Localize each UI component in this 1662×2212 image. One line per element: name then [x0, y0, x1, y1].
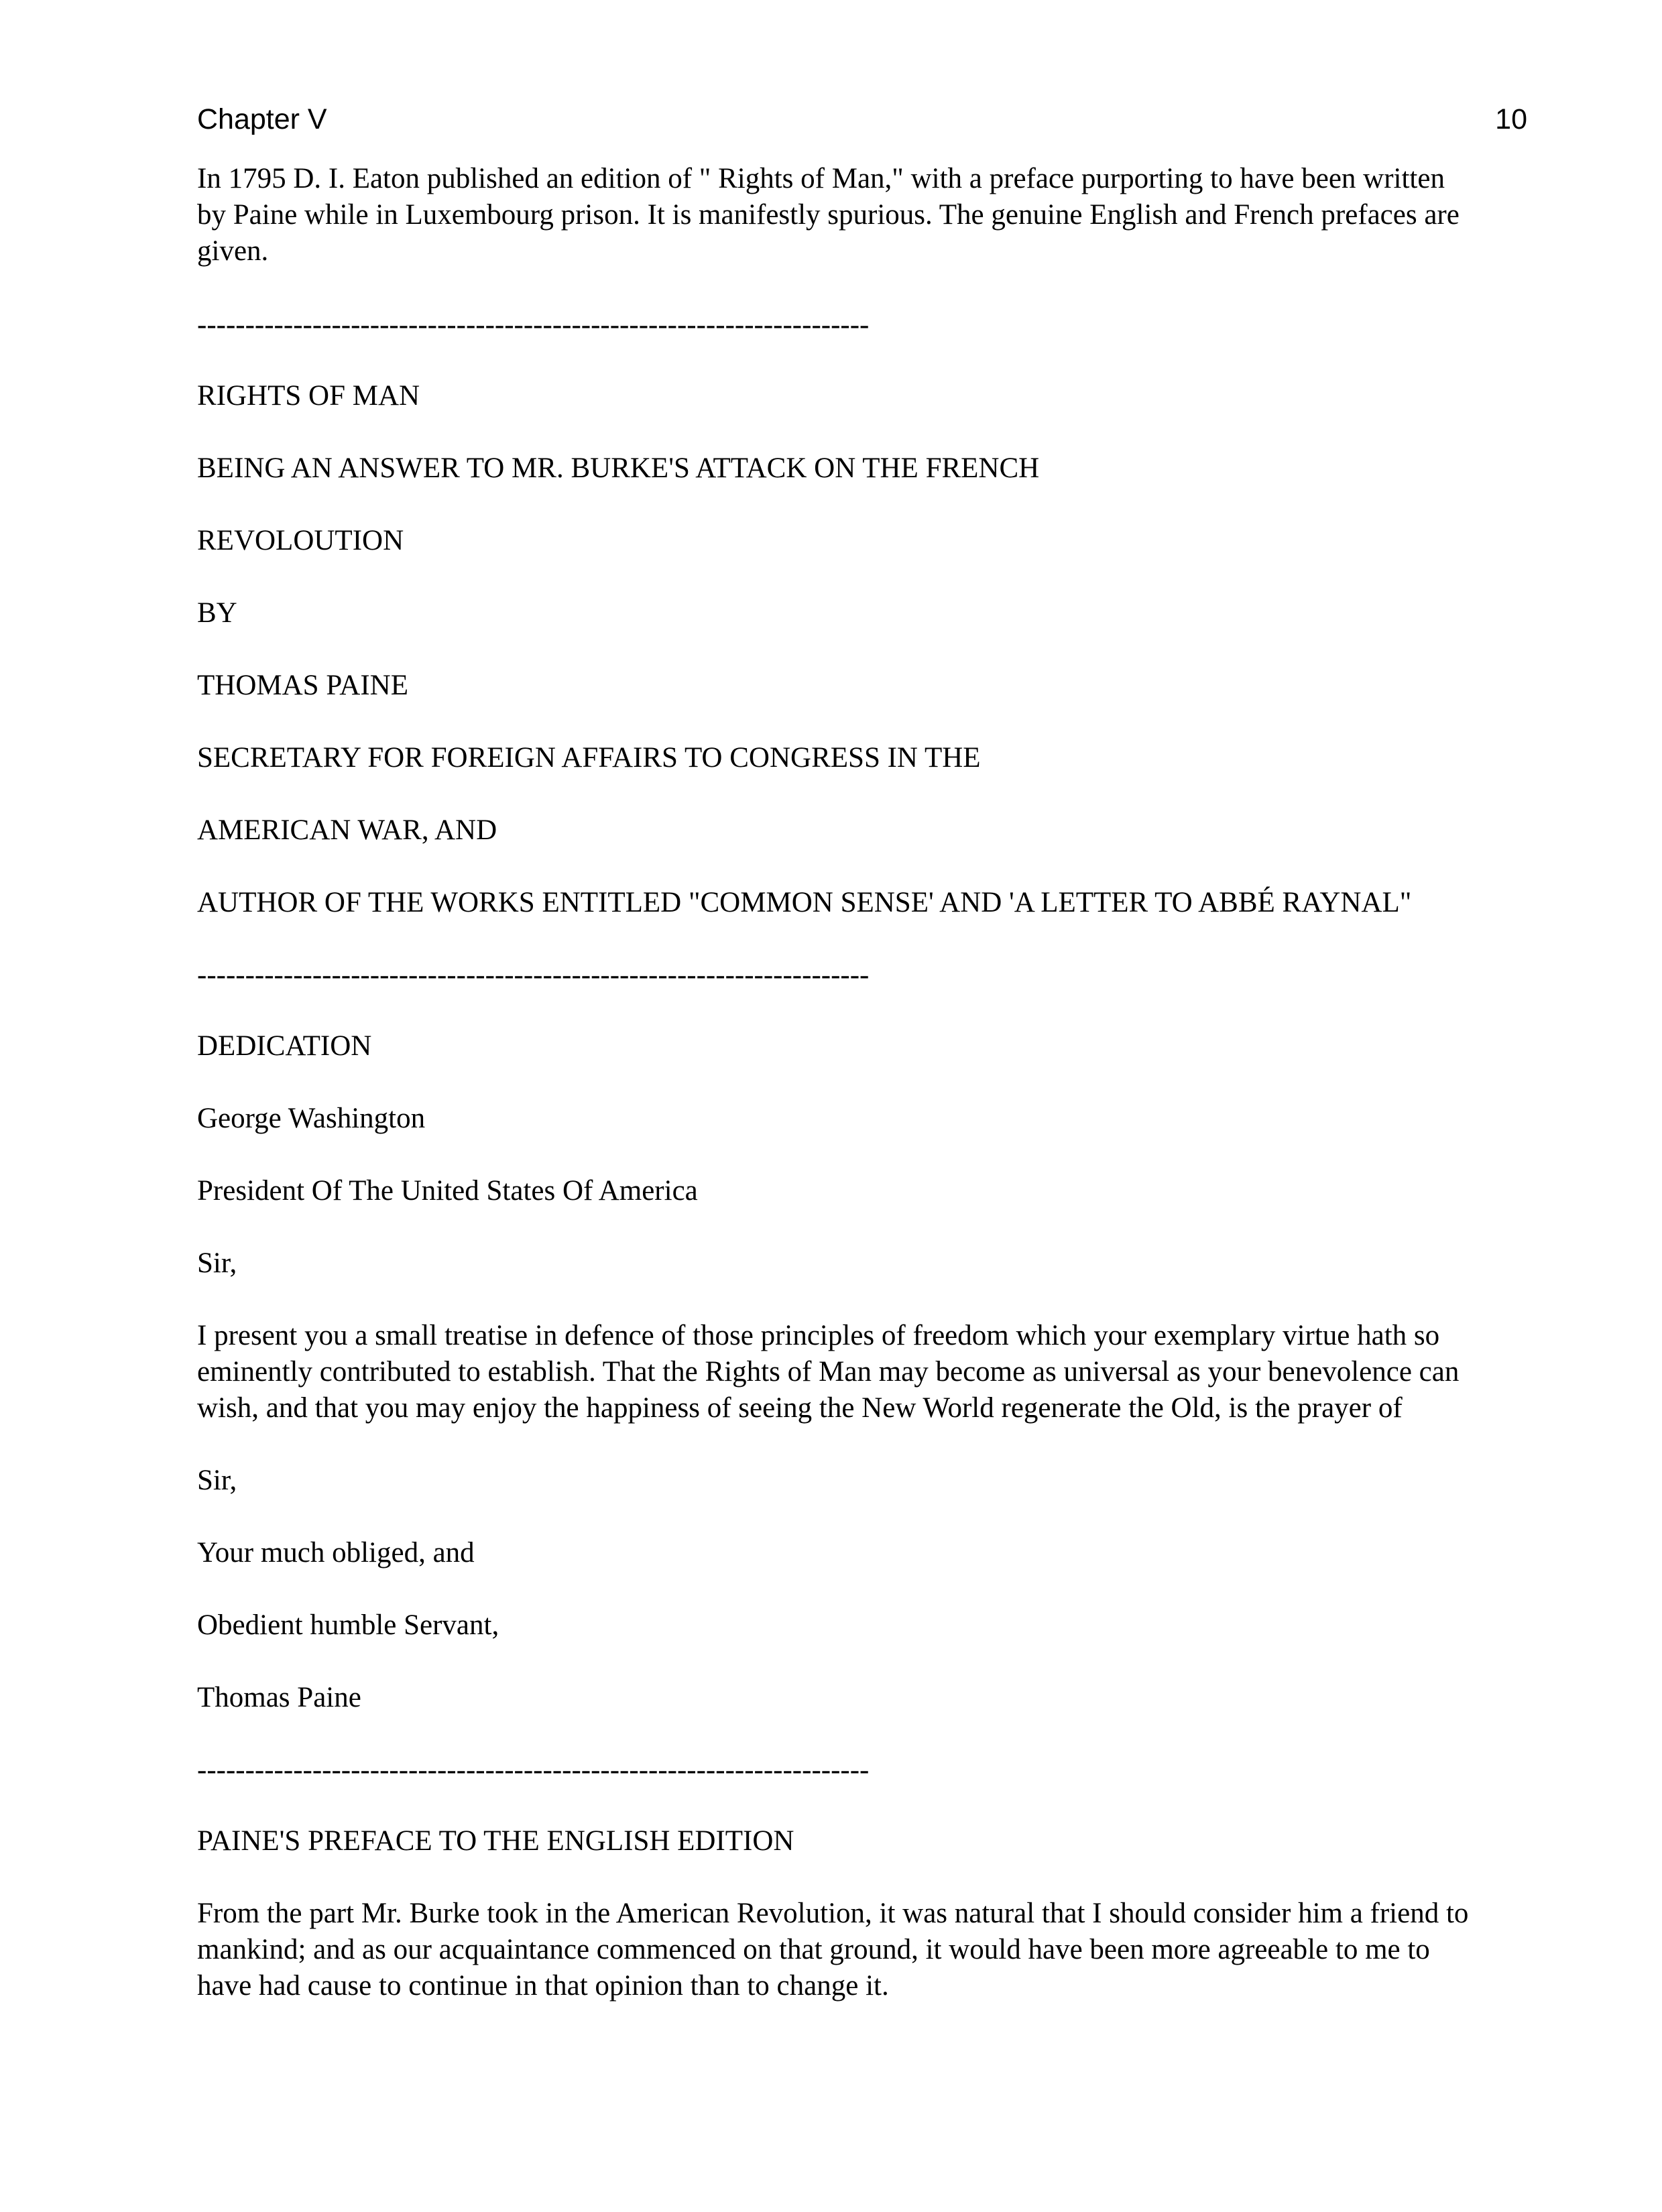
- signature: Thomas Paine: [197, 1682, 361, 1713]
- closing-line: Obedient humble Servant,: [197, 1609, 499, 1641]
- intro-line: given.: [197, 235, 269, 267]
- author-credit: SECRETARY FOR FOREIGN AFFAIRS TO CONGRESS IN THE: [197, 742, 981, 774]
- preface-line: From the part Mr. Burke took in the American Revolution, it was natural that I should consider him a friend to: [197, 1898, 1469, 1929]
- dedication-line: eminently contributed to establish. That the Rights of Man may become as universal as your benevolence can: [197, 1356, 1460, 1388]
- book-title: RIGHTS OF MAN: [197, 380, 420, 412]
- dedication-salutation: Sir,: [197, 1247, 237, 1279]
- page-number: 10: [1495, 103, 1527, 135]
- author-credit: AMERICAN WAR, AND: [197, 814, 497, 846]
- intro-line: by Paine while in Luxembourg prison. It is manifestly spurious. The genuine English and French prefaces are: [197, 199, 1460, 231]
- dedication-line: wish, and that you may enjoy the happiness of seeing the New World regenerate the Old, is the prayer of: [197, 1392, 1403, 1424]
- running-header: [197, 99, 1527, 139]
- preface-heading: PAINE'S PREFACE TO THE ENGLISH EDITION: [197, 1825, 794, 1857]
- separator-rule: ----------------------------------------------------------------------: [197, 1754, 870, 1786]
- preface-line: mankind; and as our acquaintance commenced on that ground, it would have been more agreeable to me to: [197, 1934, 1430, 1965]
- dedication-recipient: George Washington: [197, 1103, 426, 1134]
- dedication-line: I present you a small treatise in defence of those principles of freedom which your exemplary virtue hath so: [197, 1320, 1440, 1351]
- chapter-title: Chapter V: [197, 103, 327, 135]
- closing-line: Your much obliged, and: [197, 1537, 475, 1569]
- preface-paragraph: [197, 1896, 1531, 2004]
- author-name: THOMAS PAINE: [197, 670, 408, 701]
- separator-rule: ----------------------------------------------------------------------: [197, 959, 870, 991]
- dedication-recipient-title: President Of The United States Of America: [197, 1175, 698, 1207]
- intro-line: In 1795 D. I. Eaton published an edition of " Rights of Man," with a preface purporting to have been written: [197, 163, 1445, 194]
- dedication-paragraph: [197, 1318, 1531, 1426]
- intro-paragraph: [197, 161, 1531, 269]
- book-subtitle: BEING AN ANSWER TO MR. BURKE'S ATTACK ON THE FRENCH: [197, 452, 1040, 484]
- closing-salutation: Sir,: [197, 1465, 237, 1496]
- preface-line: have had cause to continue in that opinion than to change it.: [197, 1970, 889, 2002]
- byline-label: BY: [197, 597, 237, 629]
- separator-rule: ----------------------------------------------------------------------: [197, 309, 870, 341]
- dedication-heading: DEDICATION: [197, 1030, 372, 1062]
- book-subtitle: REVOLOUTION: [197, 525, 404, 556]
- author-credit: AUTHOR OF THE WORKS ENTITLED "COMMON SENSE' AND 'A LETTER TO ABBÉ RAYNAL": [197, 887, 1412, 918]
